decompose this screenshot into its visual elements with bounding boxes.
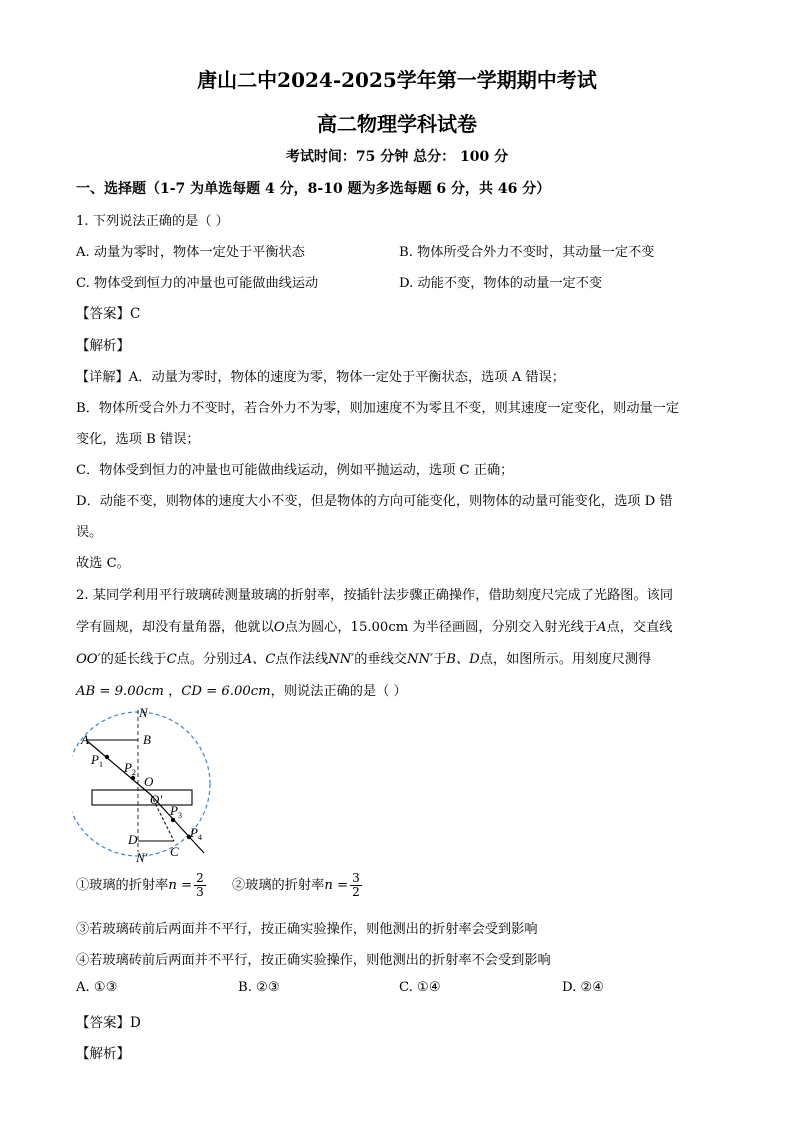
label-a: A (81, 732, 89, 747)
label-p3: $P_3$ (170, 803, 182, 820)
exam-meta: 考试时间：75 分钟 总分： 100 分 (285, 149, 509, 165)
pin-p1 (105, 755, 109, 759)
incident-ray (86, 740, 151, 795)
label-d: D (128, 832, 138, 847)
q1-stem: 1. 下列说法正确的是（ ） (76, 214, 229, 229)
q1-option-c: C. 物体受到恒力的冲量也可能做曲线运动 (76, 276, 319, 291)
q2-stem-line: AB = 9.00cm ，CD = 6.00cm，则说法正确的是（ ） (76, 684, 407, 699)
q2-statement-3: ③若玻璃砖前后两面并不平行，按正确实验操作，则他测出的折射率会受到影响 (76, 922, 538, 937)
q2-statement-1: ①玻璃的折射率n = $\frac{2}{3}$ (76, 871, 204, 899)
label-n-prime: N′ (136, 850, 148, 865)
section-heading: 一、选择题（1-7 为单选每题 4 分，8-10 题为多选每题 6 分，共 46 分） (76, 181, 551, 197)
exam-title: 唐山二中2024-2025学年第一学期期中考试 (197, 68, 597, 92)
q2-stem-line: 2. 某同学利用平行玻璃砖测量玻璃的折射率，按插针法步骤正确操作，借助刻度尺完成了光路图。该同 (76, 588, 674, 603)
label-p1: $P_1$ (91, 752, 103, 769)
q1-option-b: B. 物体所受合外力不变时，其动量一定不变 (399, 245, 655, 260)
label-p2: $P_2$ (124, 760, 136, 777)
q1-detail-line: 【详解】A．动量为零时，物体的速度为零，物体一定处于平衡状态，选项 A 错误； (76, 370, 565, 385)
q1-detail-line: 故选 C。 (76, 556, 130, 571)
q1-option-d: D. 动能不变，物体的动量一定不变 (399, 276, 603, 291)
label-o: O (144, 774, 154, 789)
q2-option-d: D. ②④ (562, 980, 605, 995)
label-n: N (139, 705, 148, 720)
q1-detail-line: B．物体所受合外力不变时，若合外力不为零，则加速度不为零且不变，则其速度一定变化，则动量一定 (76, 401, 680, 416)
q2-answer: 【答案】D (76, 1015, 141, 1031)
q1-detail-line: 误。 (76, 525, 103, 540)
exam-subtitle: 高二物理学科试卷 (317, 112, 477, 136)
q2-option-c: C. ①④ (399, 980, 441, 995)
label-c: C (170, 844, 179, 859)
q1-answer: 【答案】C (76, 306, 141, 322)
q1-detail-line: 变化，选项 B 错误； (76, 432, 200, 447)
label-b: B (143, 732, 151, 747)
q2-option-a: A. ①③ (76, 980, 118, 995)
q1-detail-line: D．动能不变，则物体的速度大小不变，但是物体的方向可能变化，则物体的动量可能变化，选项 D 错 (76, 494, 673, 509)
q2-statement-4: ④若玻璃砖前后两面并不平行，按正确实验操作，则他测出的折射率不会受到影响 (76, 953, 551, 968)
q1-option-a: A. 动量为零时，物体一定处于平衡状态 (76, 245, 305, 260)
q2-stem-line: OO′的延长线于C点。分别过A、C点作法线NN′的垂线交NN′于B、D点，如图所示。用刻度尺测得 (76, 652, 652, 667)
q2-stem-line: 学有圆规，却没有量角器，他就以O点为圆心，15.00cm 为半径画圆，分别交入射光线于A点，交直线 (76, 620, 673, 635)
q1-analysis-label: 【解析】 (76, 338, 130, 354)
pin-p3 (171, 818, 175, 822)
q2-statement-2: ②玻璃的折射率n = $\frac{3}{2}$ (232, 871, 360, 899)
label-p4: $P_4$ (190, 825, 202, 842)
label-o-prime: O′ (150, 792, 163, 807)
q1-detail-line: C．物体受到恒力的冲量也可能做曲线运动，例如平抛运动，选项 C 正确； (76, 463, 514, 478)
q2-analysis-label: 【解析】 (76, 1046, 130, 1062)
q2-option-b: B. ②③ (238, 980, 280, 995)
optics-figure (72, 702, 222, 872)
